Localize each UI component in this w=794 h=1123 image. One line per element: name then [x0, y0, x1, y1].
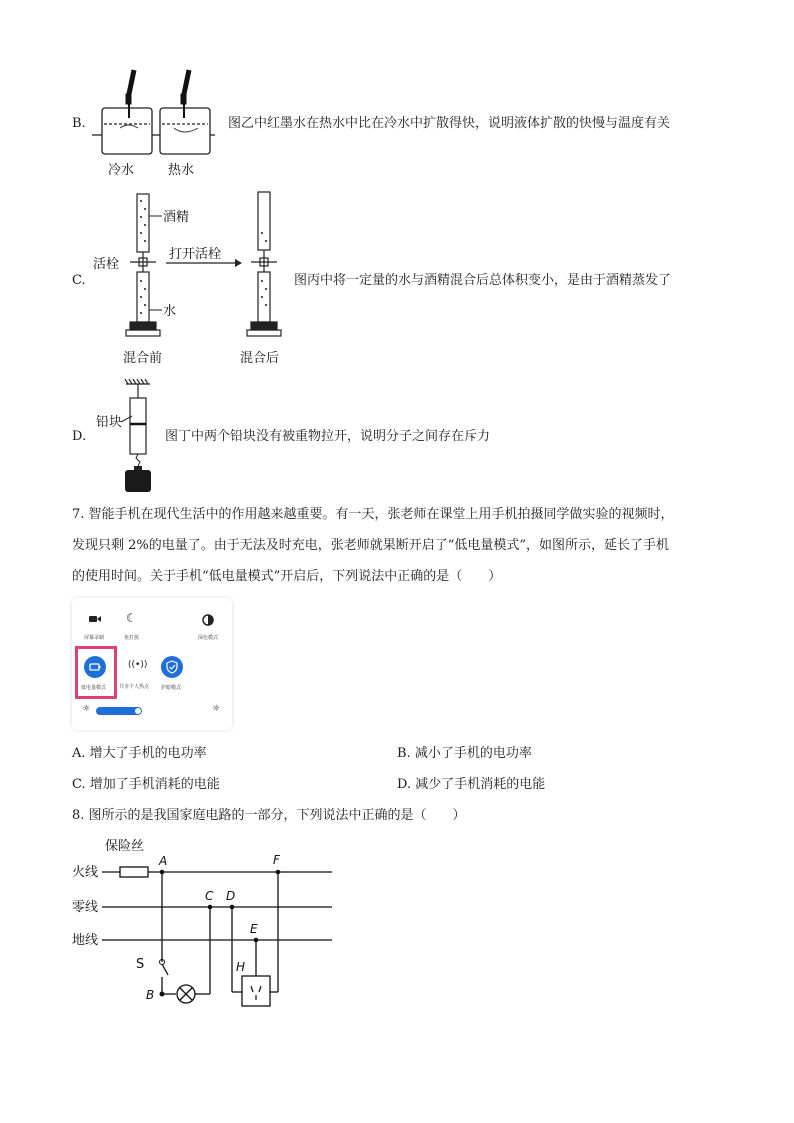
q7-line-1: 7. 智能手机在现代生活中的作用越来越重要。有一天，张老师在课堂上用手机拍摄同学做实验的视频时， — [72, 507, 674, 522]
low-power-label: 低电量模式 — [81, 685, 107, 691]
upper-lead-block — [130, 398, 146, 424]
lead-blocks-figure — [92, 378, 162, 494]
screen-record-label: 屏幕录制 — [84, 635, 105, 641]
control-center-panel — [72, 598, 232, 730]
brightness-thumb[interactable] — [135, 708, 141, 714]
option-c-letter: C. — [72, 273, 86, 288]
screen-record-icon[interactable] — [88, 614, 102, 624]
option-b-letter: B. — [72, 116, 86, 131]
water-label: 水 — [163, 304, 177, 319]
switch-label: S — [136, 957, 145, 972]
dropper-left — [126, 70, 134, 118]
q7-option-b[interactable]: B. 减小了手机的电功率 — [397, 746, 532, 761]
weight — [125, 470, 151, 492]
cold-beaker — [102, 108, 152, 154]
battery-icon — [84, 656, 106, 678]
low-power-button[interactable] — [84, 656, 106, 678]
eye-protect-button[interactable] — [161, 656, 183, 678]
ground-wire-label: 地线 — [72, 933, 99, 948]
household-circuit-figure — [70, 834, 340, 1024]
before-label: 混合前 — [123, 351, 163, 366]
switch-lever — [162, 964, 168, 975]
mixing-tubes-figure — [90, 188, 295, 370]
cold-water-label: 冷水 — [108, 163, 135, 178]
valve-label: 活栓 — [93, 257, 120, 272]
live-wire-label: 火线 — [72, 865, 99, 880]
fuse-label: 保险丝 — [105, 839, 145, 854]
shield-icon — [161, 656, 183, 678]
hot-water-label: 热水 — [168, 163, 195, 178]
alcohol-column — [137, 194, 149, 252]
water-column — [137, 272, 149, 322]
fuse — [120, 867, 148, 877]
q7-option-d[interactable]: D. 减少了手机消耗的电能 — [397, 777, 546, 792]
hotspot-icon[interactable]: ((•)) — [128, 660, 148, 670]
dark-mode-icon[interactable] — [202, 614, 214, 626]
point-h-label: H — [236, 960, 246, 974]
brightness-high-icon: ☼ — [212, 704, 221, 714]
dropper-right — [181, 70, 189, 118]
point-f-label: F — [273, 853, 280, 867]
dark-mode-label: 深色模式 — [198, 635, 219, 641]
brightness-slider[interactable] — [96, 707, 142, 715]
point-e-label: E — [250, 922, 258, 936]
option-b-text: 图乙中红墨水在热水中比在冷水中扩散得快，说明液体扩散的快慢与温度有关 — [228, 116, 671, 131]
arrow-head — [235, 259, 242, 267]
option-d-text: 图丁中两个铅块没有被重物拉开，说明分子之间存在斥力 — [165, 429, 491, 444]
q7-option-a[interactable]: A. 增大了手机的电功率 — [72, 746, 207, 761]
point-a-label: A — [159, 854, 168, 868]
hotspot-label: 共享个人热点 — [119, 684, 150, 690]
option-d-letter: D. — [72, 429, 87, 444]
option-c-text: 图丙中将一定量的水与酒精混合后总体积变小，是由于酒精蒸发了 — [294, 273, 672, 288]
point-c-label: C — [205, 889, 214, 903]
q7-line-2: 发现只剩 2%的电量了。由于无法及时充电，张老师就果断开启了“低电量模式”，如图所示，延长了手机 — [72, 538, 670, 553]
lead-block-label: 铅块 — [96, 415, 123, 430]
alcohol-label: 酒精 — [163, 210, 190, 225]
diffusion-beakers-figure — [90, 68, 215, 180]
moon-icon[interactable]: ☾ — [126, 611, 137, 625]
q7-line-3: 的使用时间。关于手机“低电量模式”开启后，下列说法中正确的是（ ） — [72, 569, 502, 584]
dnd-label: 免打扰 — [124, 635, 140, 641]
lower-lead-block — [130, 424, 146, 454]
point-d-label: D — [226, 889, 236, 903]
eye-protect-label: 护眼模式 — [161, 685, 182, 691]
open-valve-label: 打开活栓 — [169, 247, 222, 262]
q8-stem: 8. 图所示的是我国家庭电路的一部分，下列说法中正确的是（ ） — [72, 808, 466, 823]
socket — [242, 976, 270, 1006]
point-b-label: B — [146, 988, 155, 1002]
neutral-wire-label: 零线 — [72, 900, 99, 915]
brightness-low-icon: ☼ — [82, 704, 91, 714]
after-label: 混合后 — [240, 351, 280, 366]
q7-option-c[interactable]: C. 增加了手机消耗的电能 — [72, 777, 220, 792]
